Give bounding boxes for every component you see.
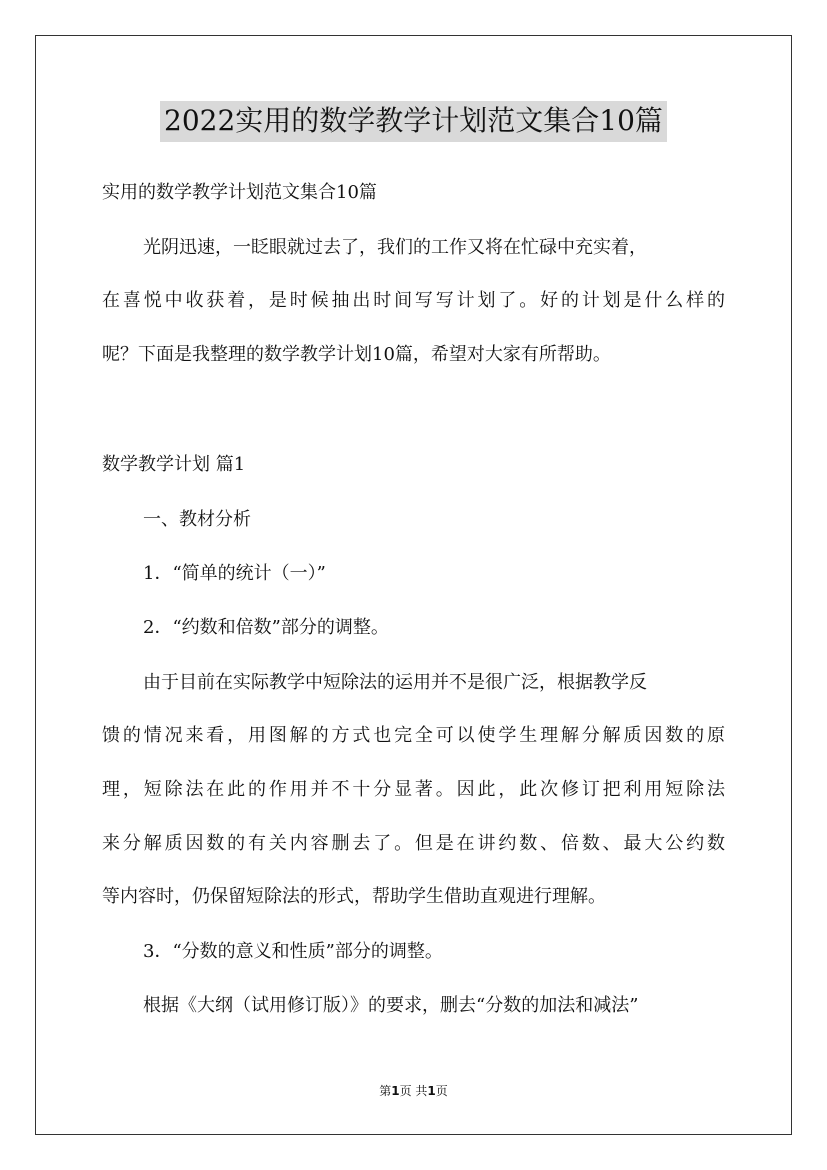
paragraph1-line-5: 等内容时，仍保留短除法的形式，帮助学生借助直观进行理解。 xyxy=(102,886,606,907)
paragraph1-line-3: 理，短除法在此的作用并不十分显著。因此，此次修订把利用短除法 xyxy=(102,779,725,800)
page-footer xyxy=(0,1083,827,1099)
footer-suffix: 页 xyxy=(435,1084,448,1098)
part-heading-1: 一、教材分析 xyxy=(143,509,251,530)
paragraph1-line-1: 由于目前在实际教学中短除法的运用并不是很广泛，根据教学反 xyxy=(143,672,647,693)
footer-page-number: 1 xyxy=(391,1084,400,1098)
point-3: 3．“分数的意义和性质”部分的调整。 xyxy=(143,941,443,962)
point-2: 2．“约数和倍数”部分的调整。 xyxy=(143,617,389,638)
paragraph2-line-1: 根据《大纲（试用修订版）》的要求，删去“分数的加法和减法” xyxy=(143,995,639,1016)
intro-line-3: 呢？下面是我整理的数学教学计划10篇，希望对大家有所帮助。 xyxy=(102,344,611,365)
intro-line-2: 在喜悦中收获着，是时候抽出时间写写计划了。好的计划是什么样的 xyxy=(102,290,725,311)
paragraph1-line-4: 来分解质因数的有关内容删去了。但是在讲约数、倍数、最大公约数 xyxy=(102,833,725,854)
point-1: 1．“简单的统计（一）” xyxy=(143,563,326,584)
intro-line-1: 光阴迅速，一眨眼就过去了，我们的工作又将在忙碌中充实着， xyxy=(143,237,647,258)
document-title-text: 2022实用的数学教学计划范文集合10篇 xyxy=(160,101,667,142)
footer-mid: 页 共 xyxy=(399,1084,428,1098)
document-title xyxy=(0,100,827,142)
section-heading: 数学教学计划 篇1 xyxy=(102,454,246,475)
paragraph1-line-2: 馈的情况来看，用图解的方式也完全可以使学生理解分解质因数的原 xyxy=(102,725,725,746)
document-subtitle: 实用的数学教学计划范文集合10篇 xyxy=(102,182,377,203)
footer-page-total: 1 xyxy=(427,1084,436,1098)
footer-prefix: 第 xyxy=(379,1084,392,1098)
